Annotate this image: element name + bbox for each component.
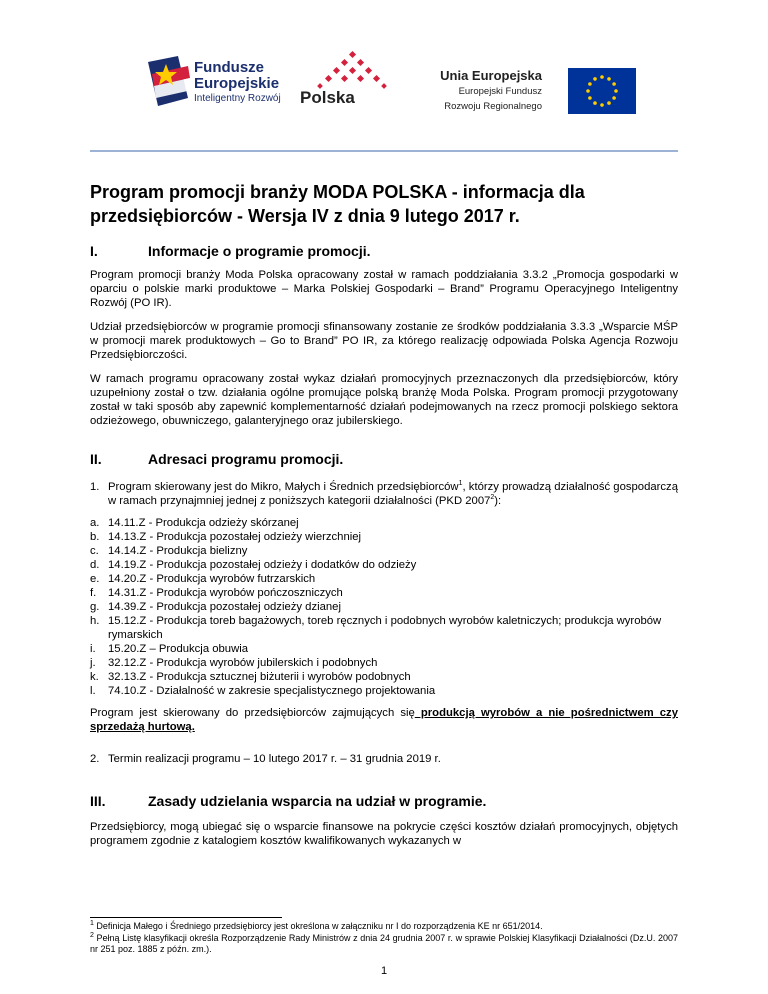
pkd-code-item xyxy=(90,600,678,614)
pkd-code-letter: d. xyxy=(90,559,100,571)
note-emphasis: produkcją wyrobów a nie pośrednictwem czy sprzedażą hurtową. xyxy=(90,707,678,733)
ue-line1: Europejski Fundusz xyxy=(458,86,542,97)
fe-logo-line2: Europejskie xyxy=(194,74,280,92)
section-2-number: II. xyxy=(90,451,102,467)
item-2-number: 2. xyxy=(90,753,100,765)
section-1-paragraph-2: Udział przedsiębiorców w programie promocji sfinansowany zostanie ze środków poddziałania 3.3.3 „Wsparcie MŚP w promocji marek produktowych – Go to Brand” PO IR, za którego realizację odpowiada Polska Agencja Rozwoju Przedsiębiorczości. xyxy=(90,321,678,361)
eu-star-icon xyxy=(588,96,592,100)
polska-logo xyxy=(298,50,418,120)
pkd-code-letter: j. xyxy=(90,657,96,669)
eu-star-icon xyxy=(612,96,616,100)
eu-star-icon xyxy=(593,77,597,81)
footnote-ref-2[interactable]: 2 xyxy=(490,494,495,502)
pkd-code-item xyxy=(90,684,678,698)
pkd-code-letter: a. xyxy=(90,517,100,529)
pkd-code-text: 32.13.Z - Produkcja sztucznej biżuterii i wyrobów podobnych xyxy=(108,671,411,683)
section-3-number: III. xyxy=(90,793,106,809)
section-3-paragraph-1: Przedsiębiorcy, mogą ubiegać się o wsparcie finansowe na pokrycie części kosztów działań promocyjnych, objętych programem zgodnie z katalogiem kosztów kwalifikowanych wykazanych w xyxy=(90,821,678,847)
pkd-code-item xyxy=(90,614,678,642)
pkd-code-letter: e. xyxy=(90,573,100,585)
footnote-number: 1 xyxy=(90,920,94,927)
pkd-code-letter: l. xyxy=(90,685,96,697)
section-1-heading xyxy=(90,242,678,260)
pkd-code-letter: i. xyxy=(90,643,96,655)
footnote-text: Pełną Listę klasyfikacji określa Rozporządzenie Rady Ministrów z dnia 24 grudnia 2007 r. w sprawie Polskiej Klasyfikacji Działalności (Dz.U. 2007 nr 251 poz. 1885 z późn. zm.). xyxy=(90,933,678,954)
pkd-code-letter: k. xyxy=(90,671,99,683)
pkd-code-text: 14.19.Z - Produkcja pozostałej odzieży i dodatków do odzieży xyxy=(108,559,417,571)
pkd-code-item xyxy=(90,642,678,656)
section-2-item-2 xyxy=(90,752,678,766)
section-2-title: Adresaci programu promocji. xyxy=(148,451,344,467)
pkd-code-letter: c. xyxy=(90,545,99,557)
pkd-code-text: 14.14.Z - Produkcja bielizny xyxy=(108,545,248,557)
section-1-number: I. xyxy=(90,243,98,259)
pkd-code-list xyxy=(90,516,678,698)
item-1-text xyxy=(108,480,678,508)
pkd-code-text: 74.10.Z - Działalność w zakresie specjalistycznego projektowania xyxy=(108,685,436,697)
section-1-paragraph-3: W ramach programu opracowany został wykaz działań promocyjnych przeznaczonych dla przedsiębiorców, który uzupełniony został o tzw. działania ogólne promujące polską branżę Moda Polska. Program promocji przygotowany został w taki sposób aby zapewnić komplementarność działań podejmowanych na rzecz promocji polskiego sektora odzieżowego, obuwniczego, galanteryjnego oraz jubilerskiego. xyxy=(90,373,678,427)
pkd-code-letter: g. xyxy=(90,601,100,613)
item-1-text-b: , którzy prowadzą działalność gospodarczą w ramach przynajmniej jednej z poniższych kategorii działalności (PKD 2007 xyxy=(108,481,678,507)
section-2-heading xyxy=(90,450,678,468)
eu-star-icon xyxy=(588,82,592,86)
pkd-code-item xyxy=(90,544,678,558)
pkd-code-text: 15.20.Z – Produkcja obuwia xyxy=(108,643,249,655)
pkd-code-item xyxy=(90,656,678,670)
ue-title: Unia Europejska xyxy=(440,68,542,83)
footnote-divider xyxy=(90,917,282,918)
pkd-code-item xyxy=(90,670,678,684)
section-2-item-1 xyxy=(90,480,678,508)
item-1-text-c: ): xyxy=(494,495,502,507)
unia-europejska-text xyxy=(432,68,542,113)
footnote-ref-1[interactable]: 1 xyxy=(458,480,463,488)
pkd-code-text: 14.39.Z - Produkcja pozostałej odzieży dzianej xyxy=(108,601,341,613)
section-1-title: Informacje o programie promocji. xyxy=(148,243,371,259)
eu-star-icon xyxy=(607,77,611,81)
ue-line2: Rozwoju Regionalnego xyxy=(444,100,542,112)
footnote-text: Definicja Małego i Średniego przedsiębiorcy jest określona w załączniku nr I do rozporządzenia KE nr 651/2014. xyxy=(93,921,543,931)
eu-star-icon xyxy=(612,82,616,86)
pkd-code-item xyxy=(90,586,678,600)
section-3-title: Zasady udzielania wsparcia na udział w programie. xyxy=(148,793,487,809)
fe-logo-line1: Fundusze xyxy=(194,59,264,76)
pkd-code-text: 14.11.Z - Produkcja odzieży skórzanej xyxy=(108,517,299,529)
item-2-text: Termin realizacji programu – 10 lutego 2017 r. – 31 grudnia 2019 r. xyxy=(108,753,441,765)
note-text: Program jest skierowany do przedsiębiorców zajmujących się xyxy=(90,707,415,719)
document-body xyxy=(90,180,678,858)
item-1-text-a: Program skierowany jest do Mikro, Małych i Średnich przedsiębiorców xyxy=(108,481,459,493)
pkd-code-letter: f. xyxy=(90,587,97,599)
section-3-heading xyxy=(90,792,678,810)
eu-star-icon xyxy=(600,103,604,107)
pkd-code-item xyxy=(90,572,678,586)
document-title: Program promocji branży MODA POLSKA - informacja dla przedsiębiorców - Wersja IV z dnia 9 lutego 2017 r. xyxy=(90,182,585,226)
pkd-code-text: 15.12.Z - Produkcja toreb bagażowych, toreb ręcznych i podobnych wyrobów kaletniczych; produkcja wyrobów rymarskich xyxy=(108,615,662,641)
item-1-number: 1. xyxy=(90,481,100,493)
pkd-code-text: 14.20.Z - Produkcja wyrobów futrzarskich xyxy=(108,573,316,585)
pkd-code-text: 14.13.Z - Produkcja pozostałej odzieży wierzchniej xyxy=(108,531,362,543)
pkd-code-letter: b. xyxy=(90,531,100,543)
footnote-2 xyxy=(90,933,678,955)
footnote-number: 2 xyxy=(90,932,94,939)
pkd-code-letter: h. xyxy=(90,615,100,627)
page-number: 1 xyxy=(380,965,388,977)
pkd-code-text: 14.31.Z - Produkcja wyrobów pończoszniczych xyxy=(108,587,343,599)
fe-star-flag-icon xyxy=(148,56,192,106)
polska-folk-pattern-icon xyxy=(298,50,418,90)
footnotes xyxy=(90,921,678,956)
pkd-code-item xyxy=(90,558,678,572)
fundusze-europejskie-logo xyxy=(148,56,288,112)
footnote-1 xyxy=(90,921,678,932)
logo-bar xyxy=(148,50,638,120)
eu-flag-icon xyxy=(568,68,636,114)
pkd-code-item xyxy=(90,516,678,530)
section-2-note xyxy=(90,706,678,734)
fe-logo-line3: Inteligentny Rozwój xyxy=(194,92,281,104)
pkd-code-text: 32.12.Z - Produkcja wyrobów jubilerskich i podobnych xyxy=(108,657,378,669)
polska-logo-text: Polska xyxy=(300,88,355,107)
section-1-paragraph-1: Program promocji branży Moda Polska opracowany został w ramach poddziałania 3.3.2 „Promocja gospodarki w oparciu o polskie marki produktowe – Marka Polskiej Gospodarki – Brand” Programu Operacyjnego Inteligentny Rozwój (PO IR). xyxy=(90,269,678,309)
header-divider xyxy=(90,150,678,152)
eu-star-icon xyxy=(607,101,611,105)
eu-star-icon xyxy=(600,75,604,79)
eu-star-icon xyxy=(586,89,590,93)
eu-star-icon xyxy=(593,101,597,105)
pkd-code-item xyxy=(90,530,678,544)
eu-star-icon xyxy=(614,89,618,93)
